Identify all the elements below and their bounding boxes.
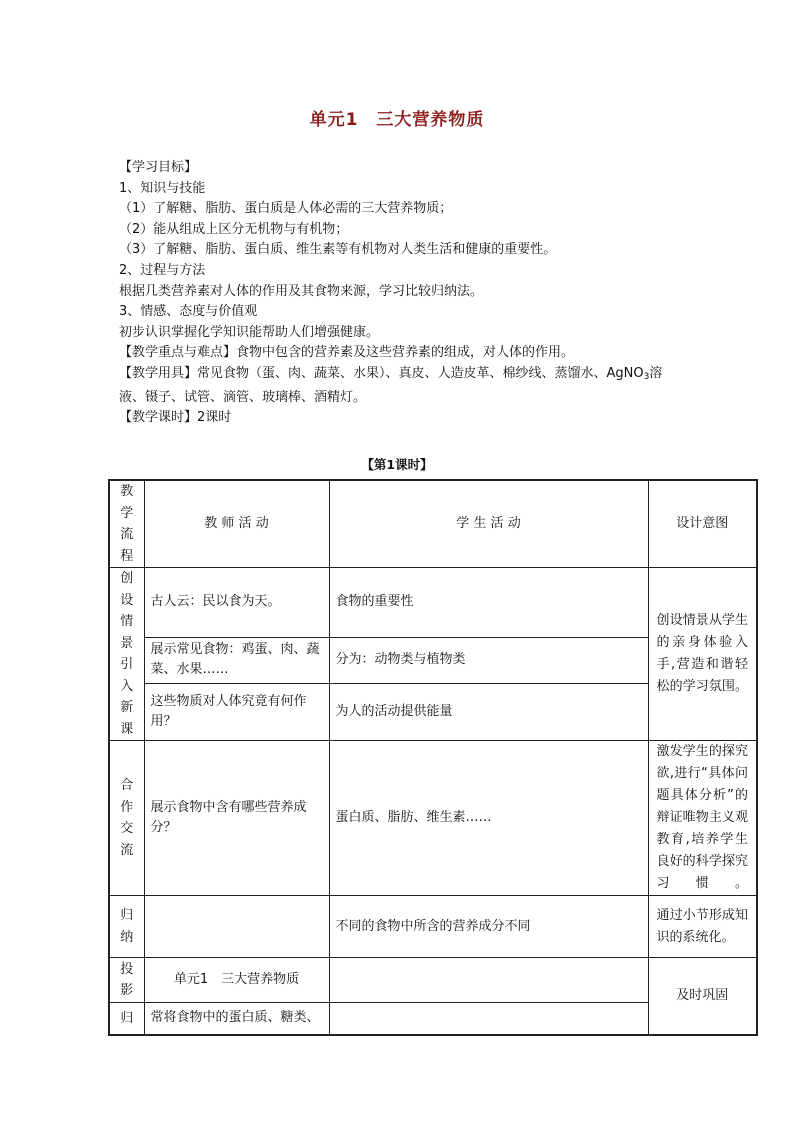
tools-line-2: 液、镊子、试管、滴管、玻璃棒、酒精灯。 <box>119 389 367 405</box>
intro-line: （1）了解糖、脂肪、蛋白质是人体必需的三大营养物质； <box>119 201 453 217</box>
intro-line: 根据几类营养素对人体的作用及其食物来源，学习比较归纳法。 <box>119 283 484 299</box>
intro-line: （3）了解糖、脂肪、蛋白质、维生素等有机物对人类生活和健康的重要性。 <box>119 242 557 258</box>
intro-line: 1、知识与技能 <box>119 180 206 196</box>
class-hours: 【教学课时】2课时 <box>119 410 232 426</box>
stage-last: 归 <box>109 1003 144 1035</box>
intro-line: （2）能从组成上区分无机物与有机物； <box>119 221 349 237</box>
table-row <box>109 568 757 638</box>
table-row <box>109 741 757 896</box>
header-flow: 教 学 流 程 <box>109 480 144 568</box>
header-intent: 设计意图 <box>648 480 757 568</box>
stage-projection: 投 影 <box>109 958 144 1003</box>
teacher-activity: 这些物质对人体究竟有何作用？ <box>144 683 329 740</box>
teacher-activity: 常将食物中的蛋白质、糖类、 <box>144 1003 329 1035</box>
page-title: 单元1 三大营养物质 <box>309 110 485 130</box>
teacher-activity: 古人云：民以食为天。 <box>144 568 329 638</box>
table-row <box>109 896 757 958</box>
student-activity: 不同的食物中所含的营养成分不同 <box>329 896 648 958</box>
table-row <box>109 958 757 1003</box>
student-activity: 为人的活动提供能量 <box>329 683 648 740</box>
teacher-activity: 展示食物中含有哪些营养成分？ <box>144 741 329 896</box>
design-intent: 激发学生的探究欲,进行“具体问题具体分析”的辩证唯物主义观教育,培养学生良好的科学探究习惯。 <box>648 741 757 896</box>
stage-intro: 创 设 情 景 引 入 新 课 <box>109 568 144 741</box>
student-activity: 食物的重要性 <box>329 568 648 638</box>
student-activity <box>329 958 648 1003</box>
teacher-activity <box>144 896 329 958</box>
teacher-activity: 展示常见食物：鸡蛋、肉、蔬菜、水果…… <box>144 637 329 683</box>
tools-text-end: 溶 <box>649 365 663 381</box>
design-intent: 通过小节形成知识的系统化。 <box>648 896 757 958</box>
intro-line: 【教学重点与难点】食物中包含的营养素及这些营养素的组成，对人体的作用。 <box>119 345 575 361</box>
intro-line: 3、情感、态度与价值观 <box>119 304 258 320</box>
student-activity <box>329 1003 648 1035</box>
design-intent: 及时巩固 <box>648 958 757 1035</box>
tools-subscript: 3 <box>643 371 650 382</box>
teacher-activity: 单元1 三大营养物质 <box>144 958 329 1003</box>
intro-line: 2、过程与方法 <box>119 262 206 278</box>
intro-section <box>119 158 689 429</box>
table-header-row <box>109 480 757 568</box>
student-activity: 蛋白质、脂肪、维生素…… <box>329 741 648 896</box>
stage-summary: 归 纳 <box>109 896 144 958</box>
intro-line: 【学习目标】 <box>119 160 198 175</box>
tools-line <box>119 364 689 388</box>
tools-text: 【教学用具】常见食物（蛋、肉、蔬菜、水果）、真皮、人造皮革、棉纱线、蒸馏水、AgNO <box>119 365 644 381</box>
header-teacher: 教 师 活 动 <box>144 480 329 568</box>
stage-cooperation: 合 作 交 流 <box>109 741 144 896</box>
header-student: 学 生 活 动 <box>329 480 648 568</box>
lesson-plan-table <box>108 479 758 1036</box>
student-activity: 分为：动物类与植物类 <box>329 637 648 683</box>
design-intent: 创设情景从学生的亲身体验入手,营造和谐轻松的学习氛围。 <box>648 568 757 741</box>
lesson-title: 【第1课时】 <box>361 457 433 472</box>
intro-line: 初步认识掌握化学知识能帮助人们增强健康。 <box>119 324 380 340</box>
